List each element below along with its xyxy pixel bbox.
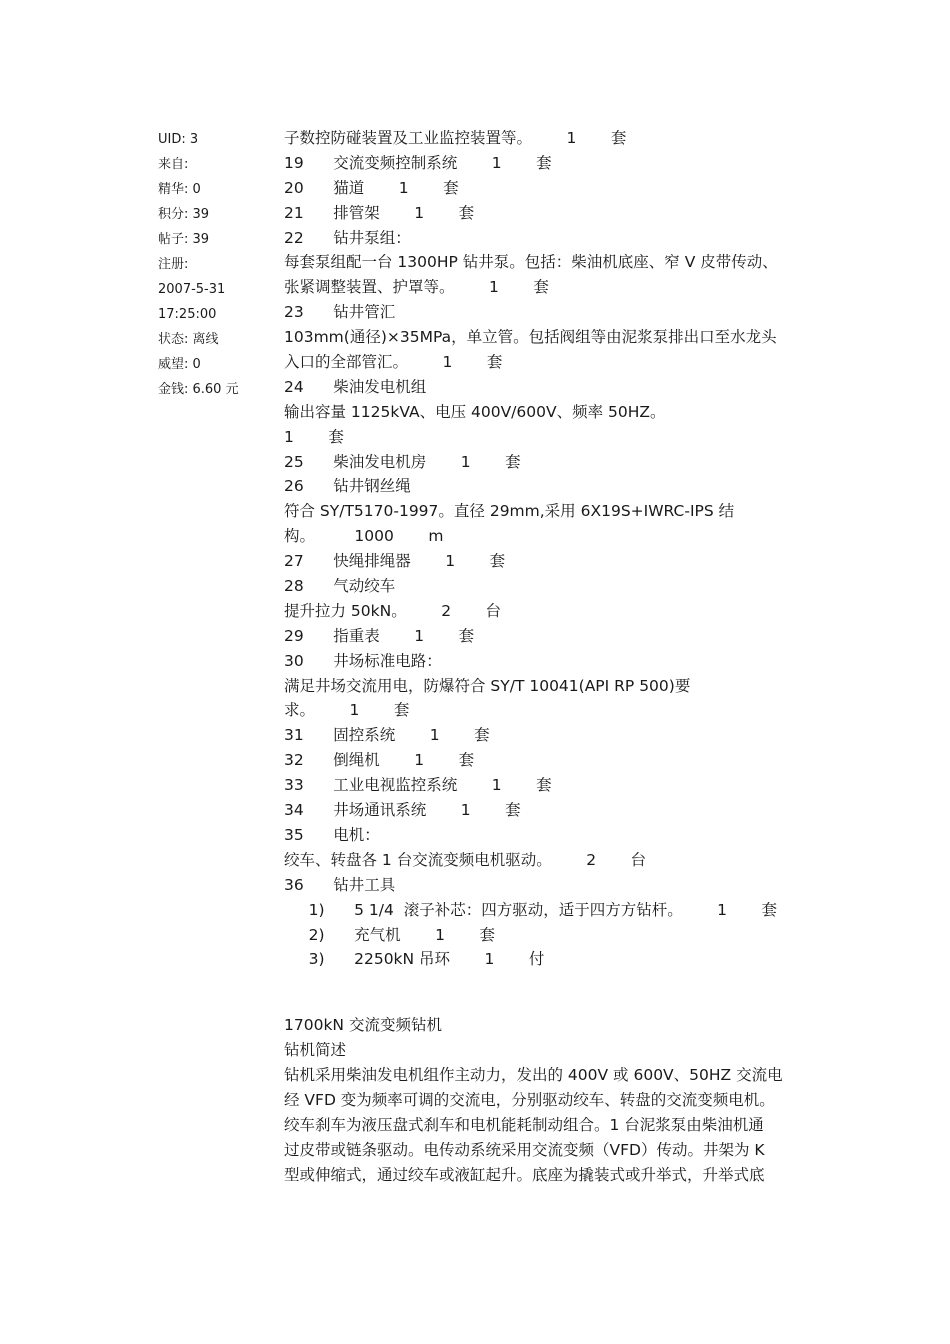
user-info-field: 17:25:00 [158, 307, 217, 322]
user-info-field: 2007-5-31 [158, 282, 226, 297]
content-line: 构。 1000 m [284, 527, 444, 546]
content-line: 每套泵组配一台 1300HP 钻井泵。包括：柴油机底座、窄 V 皮带传动、 [284, 253, 778, 272]
content-line: 30 井场标准电路： [284, 651, 442, 670]
user-info-field: 状态: 离线 [158, 332, 219, 347]
user-info-field: 威望: 0 [158, 357, 201, 372]
content-line: 2) 充气机 1 套 [284, 925, 495, 944]
user-info-sidebar [158, 130, 268, 405]
content-line: 34 井场通讯系统 1 套 [284, 801, 521, 820]
content-line: 符合 SY/T5170-1997。直径 29mm,采用 6X19S+IWRC-IPS 结 [284, 502, 735, 521]
content-line: 3) 2250kN 吊环 1 付 [284, 950, 545, 969]
content-line: 提升拉力 50kN。 2 台 [284, 601, 502, 620]
user-info-field: 帖子: 39 [158, 232, 210, 247]
content-line: 1 套 [284, 427, 344, 446]
content-line: 103mm(通径)×35MPa，单立管。包括阀组等由泥浆泵排出口至水龙头 [284, 328, 777, 347]
content-line: 35 电机： [284, 825, 380, 844]
content-line: 型或伸缩式，通过绞车或液缸起升。底座为撬装式或升举式，升举式底 [284, 1165, 765, 1184]
user-info-field: 注册: [158, 257, 189, 272]
content-line: 绞车刹车为液压盘式刹车和电机能耗制动组合。1 台泥浆泵由柴油机通 [284, 1115, 764, 1134]
equipment-list [284, 126, 814, 972]
post-content [284, 126, 814, 1188]
user-info-field: 精华: 0 [158, 182, 201, 197]
content-line: 36 钻井工具 [284, 875, 396, 894]
content-line: 钻机采用柴油发电机组作主动力，发出的 400V 或 600V、50HZ 交流电 [284, 1066, 783, 1085]
content-line: 20 猫道 1 套 [284, 178, 459, 197]
rig-description [284, 1013, 814, 1187]
content-line: 26 钻井钢丝绳 [284, 477, 411, 496]
content-line: 绞车、转盘各 1 台交流变频电机驱动。 2 台 [284, 850, 647, 869]
user-info-field: 金钱: 6.60 元 [158, 382, 239, 397]
content-line: 输出容量 1125kVA、电压 400V/600V、频率 50HZ。 [284, 402, 666, 421]
content-line: 子数控防碰装置及工业监控装置等。 1 套 [284, 129, 627, 147]
content-line: 28 气动绞车 [284, 577, 396, 596]
content-line: 入口的全部管汇。 1 套 [284, 353, 503, 372]
content-line: 求。 1 套 [284, 701, 410, 720]
content-line: 23 钻井管汇 [284, 303, 396, 322]
content-line: 33 工业电视监控系统 1 套 [284, 776, 552, 795]
content-line: 19 交流变频控制系统 1 套 [284, 153, 552, 172]
user-info-field: 来自: [158, 157, 189, 172]
content-line: 经 VFD 变为频率可调的交流电，分别驱动绞车、转盘的交流变频电机。 [284, 1090, 775, 1109]
content-line: 1) 5 1/4 滚子补芯：四方驱动，适于四方方钻杆。 1 套 [284, 900, 778, 919]
content-line: 张紧调整装置、护罩等。 1 套 [284, 278, 549, 297]
content-line: 25 柴油发电机房 1 套 [284, 452, 521, 471]
content-line: 27 快绳排绳器 1 套 [284, 552, 506, 571]
user-info-field: 积分: 39 [158, 207, 210, 222]
content-line: 21 排管架 1 套 [284, 203, 475, 222]
content-line: 31 固控系统 1 套 [284, 726, 490, 745]
content-line: 29 指重表 1 套 [284, 626, 475, 645]
spacer [284, 972, 814, 988]
content-line: 24 柴油发电机组 [284, 377, 427, 396]
spacer [284, 988, 814, 1013]
content-line: 22 钻井泵组： [284, 228, 411, 247]
content-line: 1700kN 交流变频钻机 [284, 1016, 442, 1035]
content-line: 32 倒绳机 1 套 [284, 751, 475, 770]
user-info-field: UID: 3 [158, 132, 199, 147]
content-line: 钻机简述 [284, 1041, 347, 1060]
content-line: 过皮带或链条驱动。电传动系统采用交流变频（VFD）传动。井架为 K [284, 1140, 765, 1159]
content-line: 满足井场交流用电，防爆符合 SY/T 10041(API RP 500)要 [284, 676, 691, 695]
